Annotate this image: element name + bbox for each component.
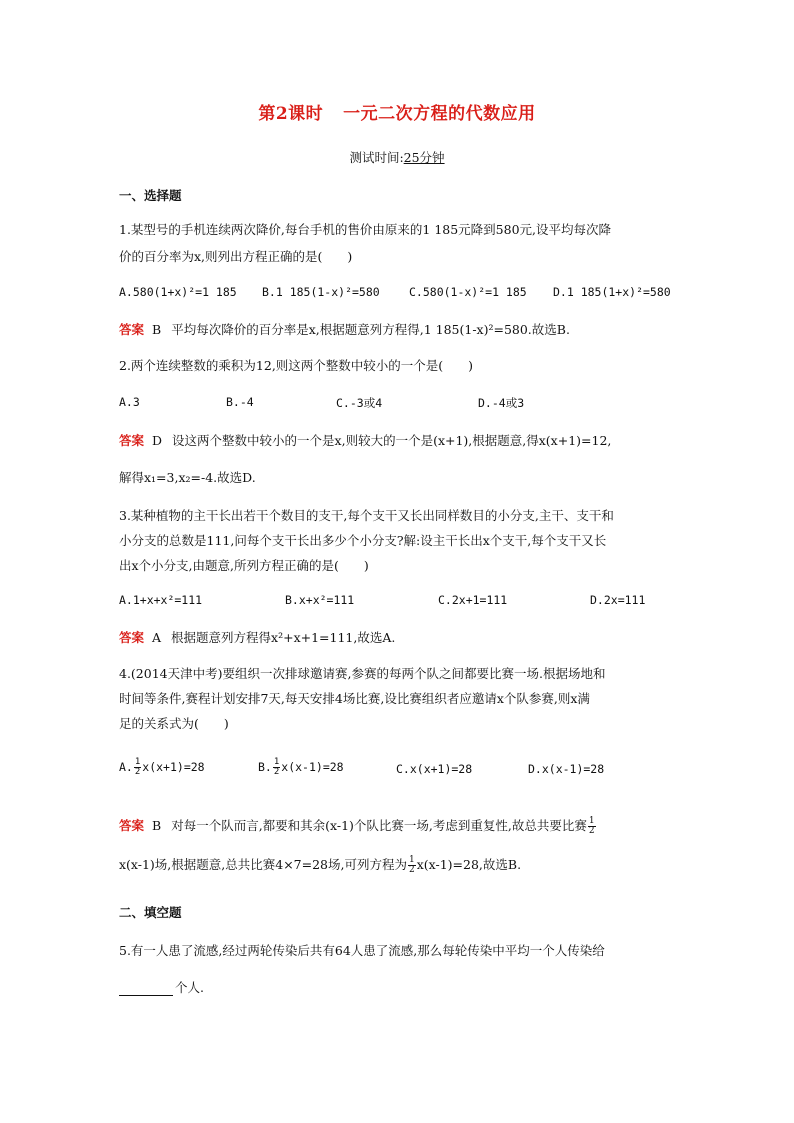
q1-option-a: A.580(1+x)²=1 185 [119, 285, 237, 299]
q3-option-b: B.x+x²=111 [285, 593, 355, 607]
q2-option-b: B.-4 [226, 395, 254, 409]
q2-answer [119, 431, 611, 449]
lesson-topic: 一元二次方程的代数应用 [343, 104, 536, 124]
answer-explanation: 对每一个队而言,都要和其余(x-1)个队比赛一场,考虑到重复性,故总共要比赛 [171, 818, 587, 833]
answer-label: 答案 [119, 433, 145, 448]
answer-label: 答案 [119, 322, 145, 337]
q3-answer [119, 628, 395, 646]
q3-stem-line2: 小分支的总数是111,问每个支干长出多少个小分支?解:设主干长出x个支干,每个支干又长 [119, 533, 607, 548]
answer-explanation: 设这两个整数中较小的一个是x,则较大的一个是(x+1),根据题意,得x(x+1)=12, [172, 433, 612, 448]
section-heading-choice: 一、选择题 [119, 188, 182, 203]
q5-stem-line1: 5.有一人患了流感,经过两轮传染后共有64人患了流感,那么每轮传染中平均一个人传染给 [119, 943, 605, 958]
q4-answer [119, 816, 597, 836]
lesson-number: 第2课时 [258, 104, 324, 124]
q4-stem-line2: 时间等条件,赛程计划安排7天,每天安排4场比赛,设比赛组织者应邀请x个队参赛,则x满 [119, 691, 590, 706]
q2-answer-line2: 解得x₁=3,x₂=-4.故选D. [119, 470, 256, 485]
answer-letter: B [152, 818, 162, 833]
answer-label: 答案 [119, 630, 145, 645]
page-title [0, 99, 794, 124]
q2-option-a: A.3 [119, 395, 140, 409]
q3-stem-line1: 3.某种植物的主干长出若干个数目的支干,每个支干又长出同样数目的小分支,主干、支干和 [119, 508, 614, 523]
q4-option-c: C.x(x+1)=28 [396, 762, 473, 776]
q2-option-c: C.-3或4 [336, 396, 383, 410]
q3-option-c: C.2x+1=111 [438, 593, 508, 607]
answer-explanation: 根据题意列方程得x²+x+1=111,故选A. [171, 630, 396, 645]
q4-answer-line2: x(x-1)场,根据题意,总共比赛4×7=28场,可列方程为 $\frac{1}{2}$ x(x-1)=28,故选B. [119, 855, 522, 875]
fraction-half: $\frac{1}{2}$ [409, 855, 415, 875]
q2-option-d: D.-4或3 [478, 396, 525, 410]
answer-letter: A [152, 630, 162, 645]
q4-option-b: B. $\frac{1}{2}$ x(x-1)=28 [258, 757, 344, 777]
q3-option-a: A.1+x+x²=111 [119, 593, 203, 607]
fraction-half: $\frac{1}{2}$ [134, 757, 141, 777]
q4-stem-line1: 4.(2014天津中考)要组织一次排球邀请赛,参赛的每两个队之间都要比赛一场.根据场地和 [119, 666, 606, 681]
q1-stem-line2: 价的百分率为x,则列出方程正确的是( ) [119, 249, 353, 264]
answer-blank[interactable] [119, 983, 173, 996]
test-time-value: 25分钟 [403, 150, 445, 165]
test-time-label: 测试时间: [349, 150, 404, 165]
q1-answer [119, 320, 570, 338]
answer-explanation: 平均每次降价的百分率是x,根据题意列方程得,1 185(1-x)²=580.故选B. [171, 322, 570, 337]
answer-letter: B [152, 322, 162, 337]
section-heading-fill: 二、填空题 [119, 905, 182, 920]
q3-option-d: D.2x=111 [590, 593, 646, 607]
q4-stem-line3: 足的关系式为( ) [119, 716, 229, 731]
q2-stem-line1: 2.两个连续整数的乘积为12,则这两个整数中较小的一个是( ) [119, 358, 474, 373]
q3-stem-line3: 出x个小分支,由题意,所列方程正确的是( ) [119, 558, 369, 573]
q4-option-d: D.x(x-1)=28 [528, 762, 605, 776]
fraction-half: $\frac{1}{2}$ [273, 757, 280, 777]
answer-label: 答案 [119, 818, 145, 833]
test-time [0, 148, 794, 166]
q5-stem-line2: 个人. [119, 978, 204, 996]
fraction-half: $\frac{1}{2}$ [588, 816, 595, 836]
answer-letter: D [152, 433, 163, 448]
q4-option-a: A. $\frac{1}{2}$ x(x+1)=28 [119, 757, 205, 777]
q1-option-c: C.580(1-x)²=1 185 [409, 285, 527, 299]
q1-stem-line1: 1.某型号的手机连续两次降价,每台手机的售价由原来的1 185元降到580元,设平均每次降 [119, 222, 612, 237]
q1-option-b: B.1 185(1-x)²=580 [262, 285, 380, 299]
q1-option-d: D.1 185(1+x)²=580 [553, 285, 671, 299]
